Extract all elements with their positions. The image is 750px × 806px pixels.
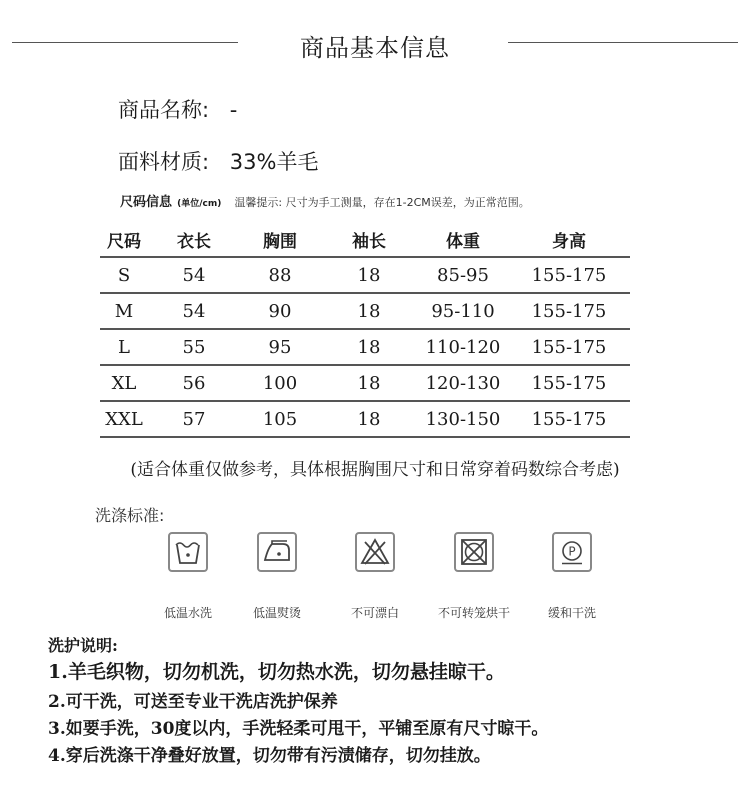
size-cell: XL xyxy=(100,365,148,401)
sleeve-cell: 18 xyxy=(320,329,418,365)
weight-cell: 85-95 xyxy=(418,257,508,293)
care-instructions-title: 洗护说明: xyxy=(48,636,118,655)
care-label-wash: 低温水洗 xyxy=(163,606,212,620)
sleeve-cell: 18 xyxy=(320,401,418,437)
height-cell: 155-175 xyxy=(508,329,630,365)
size-cell: XXL xyxy=(100,401,148,437)
gentle-dry-clean-icon xyxy=(552,532,592,572)
svg-text:P: P xyxy=(568,544,576,559)
height-cell: 155-175 xyxy=(508,365,630,401)
care-label-iron: 低温熨烫 xyxy=(252,606,301,620)
size-info-title: 尺码信息 xyxy=(120,195,173,210)
size-cell: S xyxy=(100,257,148,293)
sleeve-cell: 18 xyxy=(320,293,418,329)
table-row xyxy=(100,329,630,365)
material-label: 面料材质: xyxy=(118,150,210,174)
table-row xyxy=(100,257,630,293)
no-tumble-dry-icon xyxy=(454,532,494,572)
size-table-header: 胸围 xyxy=(263,231,297,252)
care-label-dry-clean: 缓和干洗 xyxy=(547,606,596,620)
material-value: 33%羊毛 xyxy=(229,150,319,174)
length-cell: 56 xyxy=(148,365,240,401)
size-info-header xyxy=(120,191,530,210)
washing-title: 洗涤标准: xyxy=(95,506,165,525)
product-name-value: - xyxy=(229,98,238,122)
weight-cell: 95-110 xyxy=(418,293,508,329)
length-cell: 54 xyxy=(148,257,240,293)
table-row xyxy=(100,401,630,437)
size-table-header: 身高 xyxy=(552,231,586,252)
size-table-header: 尺码 xyxy=(107,231,141,252)
height-cell: 155-175 xyxy=(508,293,630,329)
sleeve-cell: 18 xyxy=(320,365,418,401)
care-instruction-line: 1.羊毛织物，切勿机洗，切勿热水洗，切勿悬挂晾干。 xyxy=(48,661,505,683)
chest-cell: 95 xyxy=(240,329,320,365)
weight-cell: 130-150 xyxy=(418,401,508,437)
material-row xyxy=(118,146,318,176)
care-label-tumble: 不可转笼烘干 xyxy=(437,606,510,620)
length-cell: 55 xyxy=(148,329,240,365)
product-name-label: 商品名称: xyxy=(118,98,210,122)
table-row xyxy=(100,365,630,401)
size-table-header-row xyxy=(100,222,630,257)
table-row xyxy=(100,293,630,329)
chest-cell: 88 xyxy=(240,257,320,293)
low-temp-wash-icon xyxy=(168,532,208,572)
height-cell: 155-175 xyxy=(508,257,630,293)
care-instruction-line: 3.如要手洗，30度以内，手洗轻柔可甩干，平铺至原有尺寸晾干。 xyxy=(48,719,549,739)
no-bleach-icon xyxy=(355,532,395,572)
size-info-unit: (单位/cm) xyxy=(177,199,222,209)
page-title: 商品基本信息 xyxy=(300,34,450,62)
size-table-header: 袖长 xyxy=(352,231,386,252)
care-instruction-line: 2.可干洗，可送至专业干洗店洗护保养 xyxy=(48,692,338,712)
length-cell: 57 xyxy=(148,401,240,437)
size-cell: M xyxy=(100,293,148,329)
product-name-row xyxy=(118,94,237,124)
size-table xyxy=(100,222,630,438)
size-info-tip: 温馨提示: 尺寸为手工测量，存在1-2CM误差，为正常范围。 xyxy=(234,196,530,209)
weight-reference-note: (适合体重仅做参考，具体根据胸围尺寸和日常穿着码数综合考虑) xyxy=(130,460,620,480)
length-cell: 54 xyxy=(148,293,240,329)
weight-cell: 110-120 xyxy=(418,329,508,365)
care-instruction-line: 4.穿后洗涤干净叠好放置，切勿带有污渍储存，切勿挂放。 xyxy=(48,746,491,766)
care-label-bleach: 不可漂白 xyxy=(350,606,399,620)
low-temp-iron-icon xyxy=(257,532,297,572)
size-cell: L xyxy=(100,329,148,365)
chest-cell: 105 xyxy=(240,401,320,437)
size-table-header: 衣长 xyxy=(177,231,211,252)
weight-cell: 120-130 xyxy=(418,365,508,401)
chest-cell: 90 xyxy=(240,293,320,329)
height-cell: 155-175 xyxy=(508,401,630,437)
chest-cell: 100 xyxy=(240,365,320,401)
size-table-header: 体重 xyxy=(446,231,480,252)
sleeve-cell: 18 xyxy=(320,257,418,293)
